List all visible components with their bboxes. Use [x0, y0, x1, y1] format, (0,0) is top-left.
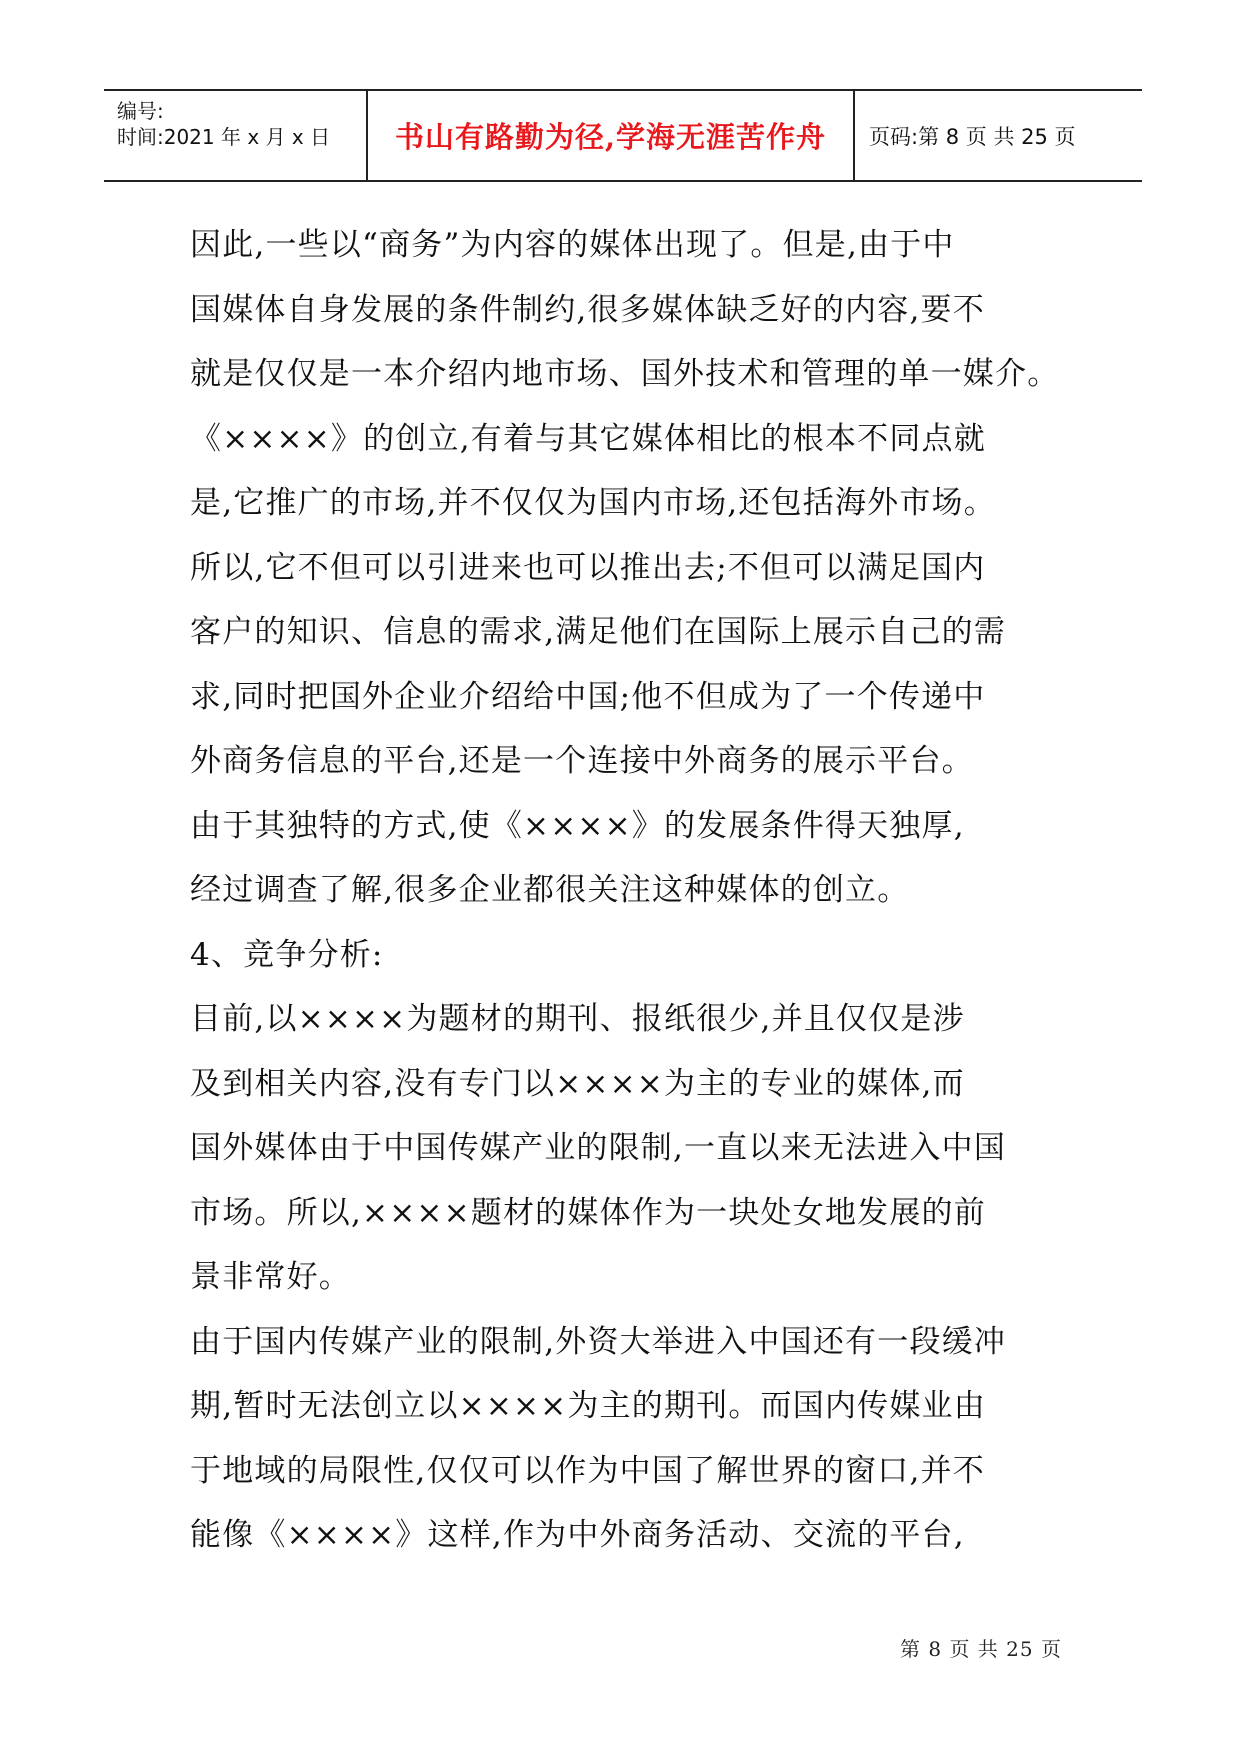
body-line: 国媒体自身发展的条件制约,很多媒体缺乏好的内容,要不: [190, 291, 985, 328]
body-line: 经过调查了解,很多企业都很关注这种媒体的创立。: [190, 872, 910, 908]
body-line: 客户的知识、信息的需求,满足他们在国际上展示自己的需: [190, 614, 1007, 650]
body-line: 求,同时把国外企业介绍给中国;他不但成为了一个传递中: [190, 678, 986, 715]
body-line: 国外媒体由于中国传媒产业的限制,一直以来无法进入中国: [190, 1130, 1007, 1166]
body-line: 所以,它不但可以引进来也可以推出去;不但可以满足国内: [190, 549, 986, 586]
body-line: 是,它推广的市场,并不仅仅为国内市场,还包括海外市场。: [190, 485, 996, 521]
body-line: 因此,一些以“商务”为内容的媒体出现了。但是,由于中: [190, 227, 955, 263]
body-line: 由于其独特的方式,使《××××》的发展条件得天独厚,: [190, 807, 965, 844]
body-line: 就是仅仅是一本介绍内地市场、国外技术和管理的单一媒介。: [190, 356, 1060, 392]
body-line: 景非常好。: [190, 1259, 351, 1295]
body-line: 目前,以××××为题材的期刊、报纸很少,并且仅仅是涉: [190, 1001, 965, 1037]
header-motto: 书山有路勤为径,学海无涯苦作舟: [368, 91, 855, 180]
body-line: 由于国内传媒产业的限制,外资大举进入中国还有一段缓冲: [190, 1323, 1007, 1360]
document-body: [190, 213, 1090, 1568]
body-line: 外商务信息的平台,还是一个连接中外商务的展示平台。: [190, 743, 974, 779]
document-number-label: 编号:: [117, 99, 164, 123]
page-header: [104, 89, 1142, 182]
document-time-label: 时间:2021 年 x 月 x 日: [117, 125, 331, 149]
page-footer: 第 8 页 共 25 页: [900, 1637, 1062, 1661]
body-line: 《××××》的创立,有着与其它媒体相比的根本不同点就: [190, 420, 986, 457]
header-meta-cell: [104, 91, 368, 180]
body-line: 及到相关内容,没有专门以××××为主的专业的媒体,而: [190, 1065, 965, 1102]
header-page-number: 页码:第 8 页 共 25 页: [869, 124, 1076, 149]
body-line: 期,暂时无法创立以××××为主的期刊。而国内传媒业由: [190, 1388, 986, 1424]
body-line: 能像《××××》这样,作为中外商务活动、交流的平台,: [190, 1517, 965, 1553]
body-line: 于地域的局限性,仅仅可以作为中国了解世界的窗口,并不: [190, 1452, 985, 1489]
body-line: 市场。所以,××××题材的媒体作为一块处女地发展的前: [190, 1194, 986, 1231]
section-heading: 4、竞争分析:: [190, 936, 384, 973]
